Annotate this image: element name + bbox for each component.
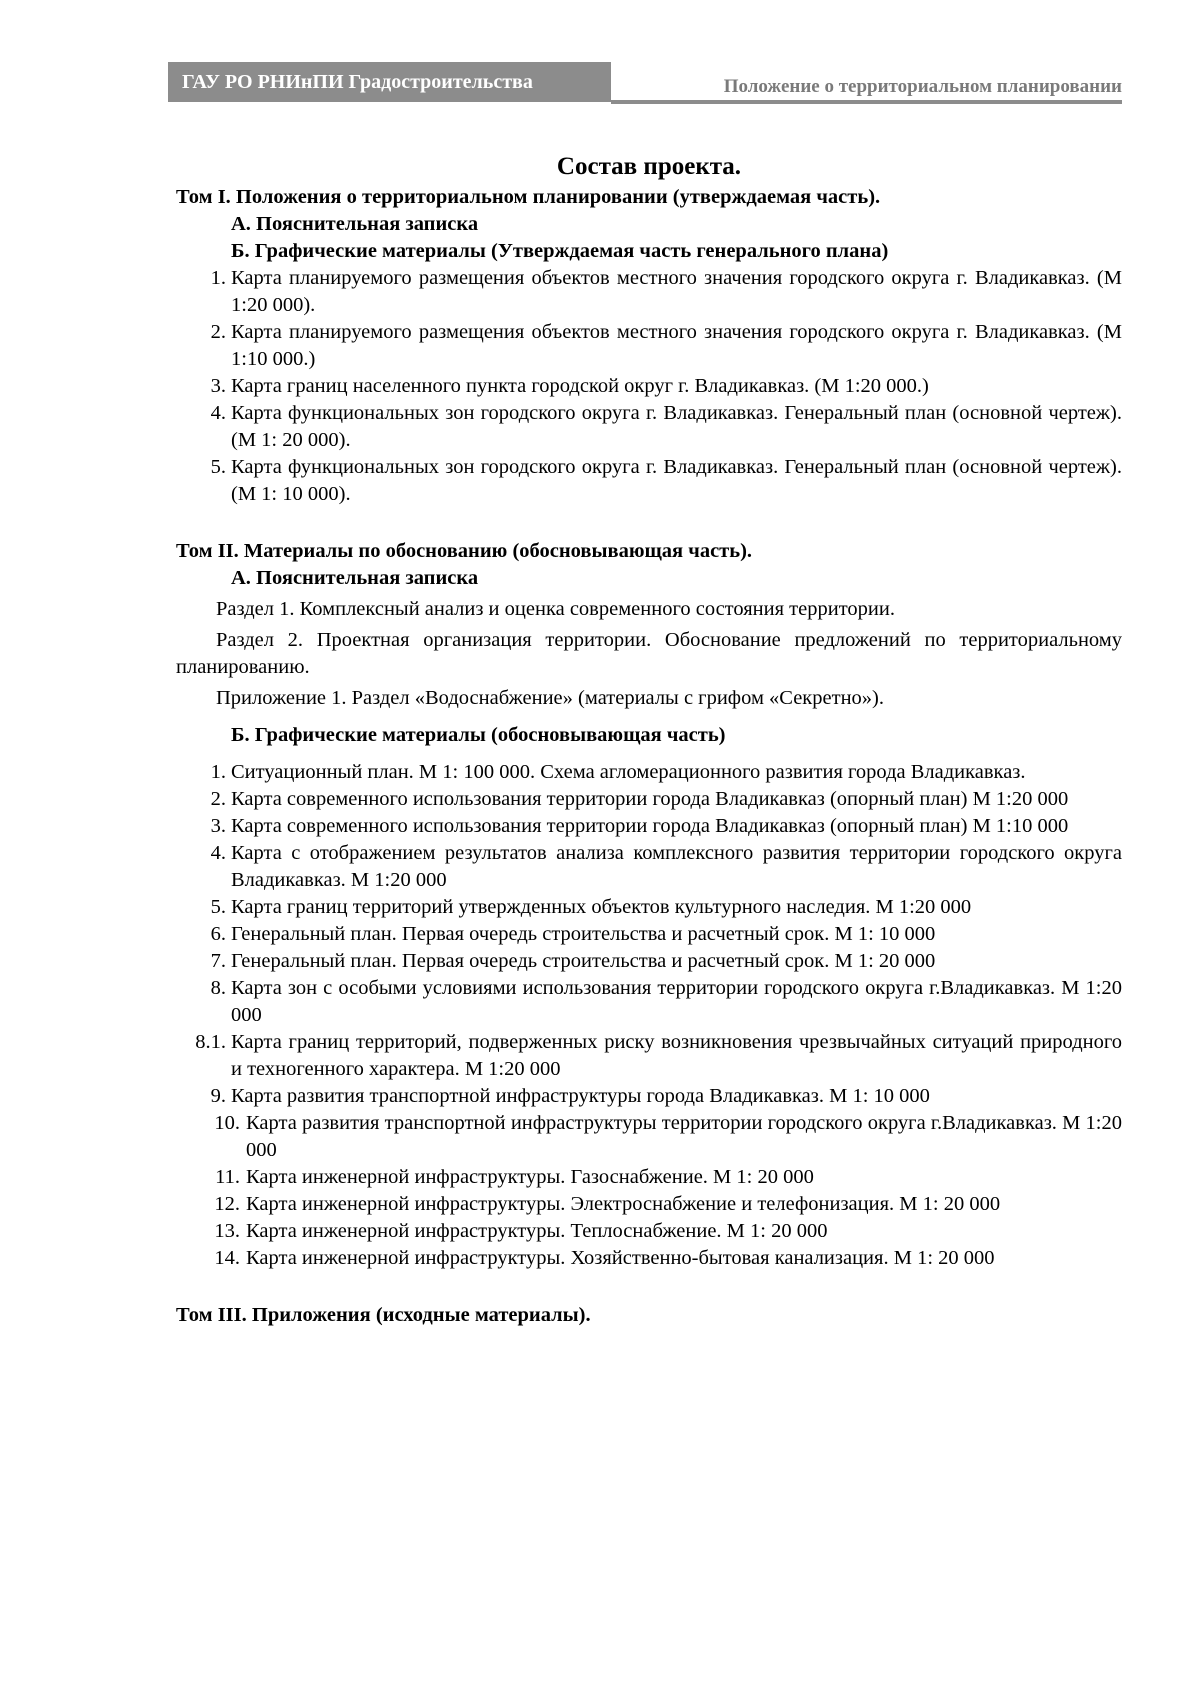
list-item-number: 3. [210,375,226,397]
list-item-text: Генеральный план. Первая очередь строительства и расчетный срок. М 1: 10 000 [231,923,936,945]
list-item-number: 12. [214,1193,240,1215]
list-item-text: Карта современного использования территории города Владикавказ (опорный план) М 1:20 000 [231,788,1069,810]
list-item-number: 8. [210,977,226,999]
list-item [176,786,1122,813]
list-item-text: Карта инженерной инфраструктуры. Электроснабжение и телефонизация. М 1: 20 000 [246,1193,1001,1215]
list-item [176,1029,1122,1083]
list-item-text: Карта планируемого размещения объектов местного значения городского округа г. Владикавказ. (М 1:10 000.) [231,321,1122,370]
page-title: Состав проекта. [556,153,742,180]
volume-1-list [176,265,1122,508]
section-2-paragraph: Раздел 2. Проектная организация территории. Обоснование предложений по территориальному планированию. [176,629,1122,678]
list-item [176,894,1122,921]
list-item [176,1218,1122,1245]
list-item-number: 2. [210,788,226,810]
volume-2-heading: Том II. Материалы по обоснованию (обосновывающая часть). [176,540,753,562]
list-item [176,759,1122,786]
volume-2-section-b: Б. Графические материалы (обосновывающая часть) [231,724,726,746]
list-item-number: 8.1. [195,1031,226,1053]
list-item-text: Карта границ территорий, подверженных риску возникновения чрезвычайных ситуаций природного и техногенного характера. М 1:20 000 [231,1031,1122,1080]
section-1-paragraph: Раздел 1. Комплексный анализ и оценка современного состояния территории. [216,598,895,620]
list-item-number: 6. [210,923,226,945]
list-item [176,840,1122,894]
list-item [176,319,1122,373]
appendix-1-paragraph: Приложение 1. Раздел «Водоснабжение» (материалы с грифом «Секретно»). [216,687,885,709]
list-item-number: 14. [214,1247,240,1269]
list-item-number: 2. [210,321,226,343]
volume-2-list-continued [176,1110,1122,1272]
list-item-number: 4. [210,842,226,864]
list-item-number: 10. [214,1112,240,1134]
list-item-text: Карта инженерной инфраструктуры. Теплоснабжение. М 1: 20 000 [246,1220,828,1242]
list-item-number: 4. [210,402,226,424]
header-divider [611,100,1122,104]
list-item-number: 1. [210,761,226,783]
volume-2-list [176,759,1122,1110]
list-item [176,1110,1122,1164]
list-item-number: 5. [210,456,226,478]
list-item-text: Карта зон с особыми условиями использования территории городского округа г.Владикавказ. М 1:20 000 [231,977,1122,1026]
list-item-number: 9. [210,1085,226,1107]
document-body [176,150,1122,1329]
list-item [176,1191,1122,1218]
list-item [176,948,1122,975]
list-item-number: 13. [214,1220,240,1242]
list-item-text: Карта функциональных зон городского округа г. Владикавказ. Генеральный план (основной чертеж). (М 1: 20 000). [231,402,1122,451]
list-item-text: Карта с отображением результатов анализа комплексного развития территории городского округа Владикавказ. М 1:20 000 [231,842,1122,891]
list-item-text: Генеральный план. Первая очередь строительства и расчетный срок. М 1: 20 000 [231,950,936,972]
list-item [176,1083,1122,1110]
list-item-text: Карта развития транспортной инфраструктуры города Владикавказ. М 1: 10 000 [231,1085,930,1107]
list-item-text: Карта границ территорий утвержденных объектов культурного наследия. М 1:20 000 [231,896,972,918]
list-item-number: 7. [210,950,226,972]
list-item-text: Карта инженерной инфраструктуры. Газоснабжение. М 1: 20 000 [246,1166,814,1188]
list-item-text: Ситуационный план. М 1: 100 000. Схема агломерационного развития города Владикавказ. [231,761,1026,783]
list-item [176,265,1122,319]
list-item [176,1164,1122,1191]
list-item-number: 1. [210,267,226,289]
list-item [176,373,1122,400]
list-item-text: Карта границ населенного пункта городской округ г. Владикавказ. (М 1:20 000.) [231,375,929,397]
volume-2-section-a: А. Пояснительная записка [231,567,479,589]
list-item-text: Карта развития транспортной инфраструктуры территории городского округа г.Владикавказ. М 1:20 000 [246,1112,1122,1161]
list-item-number: 11. [215,1166,240,1188]
list-item-text: Карта современного использования территории города Владикавказ (опорный план) М 1:10 000 [231,815,1069,837]
list-item-number: 3. [210,815,226,837]
list-item [176,1245,1122,1272]
list-item-text: Карта планируемого размещения объектов местного значения городского округа г. Владикавказ. (М 1:20 000). [231,267,1122,316]
list-item-text: Карта функциональных зон городского округа г. Владикавказ. Генеральный план (основной чертеж). (М 1: 10 000). [231,456,1122,505]
list-item [176,921,1122,948]
list-item-number: 5. [210,896,226,918]
list-item [176,400,1122,454]
volume-1-heading: Том I. Положения о территориальном планировании (утверждаемая часть). [176,186,881,208]
volume-1-section-b: Б. Графические материалы (Утверждаемая часть генерального плана) [231,240,889,262]
list-item-text: Карта инженерной инфраструктуры. Хозяйственно-бытовая канализация. М 1: 20 000 [246,1247,995,1269]
list-item [176,454,1122,508]
list-item [176,975,1122,1029]
list-item [176,813,1122,840]
header-organization: ГАУ РО РНИнПИ Градостроительства [168,62,611,102]
header-document-title: Положение о территориальном планировании [723,76,1122,97]
volume-3-heading: Том III. Приложения (исходные материалы). [176,1304,591,1326]
volume-1-section-a: А. Пояснительная записка [231,213,479,235]
